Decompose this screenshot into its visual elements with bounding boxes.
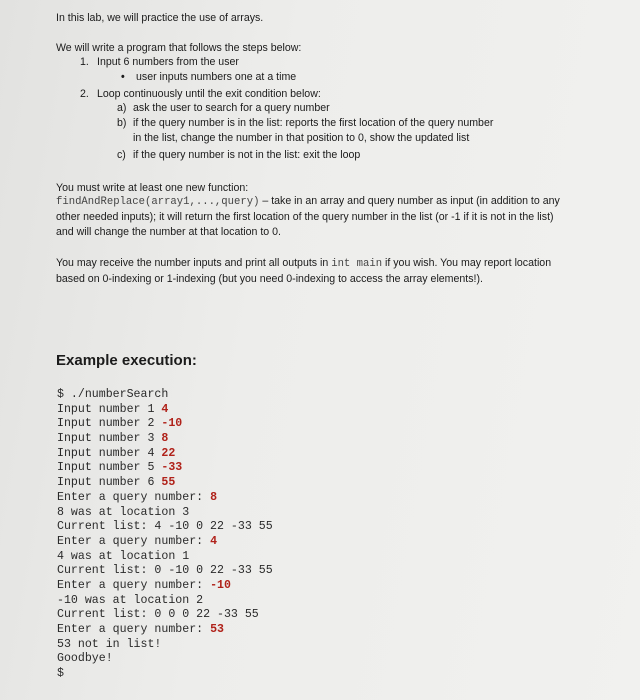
sub-step-b-continuation: in the list, change the number in that position to 0, show the updated list <box>133 132 470 144</box>
example-heading: Example execution: <box>56 352 197 369</box>
terminal-user-input: -10 <box>161 417 183 431</box>
intro-text: In this lab, we will practice the use of arrays. <box>56 12 264 24</box>
sub-step-a-text: ask the user to search for a query number <box>133 102 330 114</box>
main-code: int main <box>331 258 383 270</box>
sub-step-a <box>117 102 330 115</box>
step-1-bullet <box>121 71 296 84</box>
terminal-line <box>57 638 273 653</box>
terminal-line-text: Enter a query number: <box>57 490 211 504</box>
terminal-user-input: -33 <box>161 461 183 475</box>
terminal-line-text: 53 not in list! <box>57 637 162 651</box>
terminal-line-text: Goodbye! <box>57 652 113 666</box>
sub-step-c-text: if the query number is not in the list: exit the loop <box>133 149 361 161</box>
step-1-text: Input 6 numbers from the user <box>97 56 239 68</box>
terminal-line-text: Enter a query number: <box>57 578 211 592</box>
terminal-line <box>57 417 273 432</box>
terminal-line <box>57 608 273 623</box>
terminal-line-text: Current list: 0 -10 0 22 -33 55 <box>57 564 273 578</box>
terminal-user-input: 8 <box>161 432 169 446</box>
terminal-output <box>57 388 273 682</box>
terminal-line-text: Enter a query number: <box>57 534 211 548</box>
sub-step-b-letter: b) <box>117 117 127 129</box>
terminal-line <box>57 491 273 506</box>
terminal-line <box>57 550 273 565</box>
terminal-line <box>57 652 273 667</box>
step-2-number: 2. <box>80 88 89 100</box>
terminal-line <box>57 403 273 418</box>
main-paragraph-post: if you wish. You may report location based on 0-indexing or 1-indexing (but you need 0-indexing to access the array elements!). <box>56 257 552 285</box>
main-paragraph <box>56 256 571 287</box>
terminal-line-text: Current list: 4 -10 0 22 -33 55 <box>57 520 273 534</box>
terminal-line <box>57 667 273 682</box>
terminal-line-text: Current list: 0 0 0 22 -33 55 <box>57 608 259 622</box>
terminal-line-text: Input number 1 <box>57 402 162 416</box>
terminal-line <box>57 564 273 579</box>
terminal-line-text: Input number 2 <box>57 417 162 431</box>
terminal-user-input: -10 <box>210 578 231 592</box>
step-1-number: 1. <box>80 56 89 68</box>
step-2 <box>80 88 321 101</box>
terminal-line <box>57 432 273 447</box>
sub-step-c <box>117 149 360 162</box>
terminal-line <box>57 535 273 550</box>
sub-step-b-text: if the query number is in the list: reports the first location of the query number <box>133 117 494 129</box>
terminal-line <box>57 506 273 521</box>
terminal-user-input: 8 <box>210 490 218 504</box>
main-paragraph-pre: You may receive the number inputs and print all outputs in <box>56 257 332 269</box>
terminal-user-input: 55 <box>161 476 176 490</box>
function-signature: findAndReplace(array1,...,query) <box>56 196 260 208</box>
terminal-line <box>57 623 273 638</box>
terminal-line <box>57 447 273 462</box>
terminal-user-input: 4 <box>161 402 169 416</box>
terminal-line <box>57 476 273 491</box>
terminal-line-text: 4 was at location 1 <box>57 549 190 563</box>
terminal-line <box>57 520 273 535</box>
terminal-line-text: 8 was at location 3 <box>57 505 190 519</box>
terminal-line <box>57 579 273 594</box>
bullet-icon: • <box>121 71 125 83</box>
sub-step-c-letter: c) <box>117 149 126 161</box>
terminal-user-input: 53 <box>210 623 224 636</box>
terminal-line-text: Input number 6 <box>57 476 162 490</box>
terminal-line-text: -10 was at location 2 <box>57 593 204 607</box>
function-description <box>56 194 571 240</box>
terminal-line-text: Input number 3 <box>57 432 162 446</box>
step-2-text: Loop continuously until the exit condition below: <box>97 88 321 100</box>
terminal-line <box>57 388 273 403</box>
terminal-line-text: Input number 4 <box>57 446 162 460</box>
function-description-text: – take in an array and query number as input (in addition to any other needed inputs); it will return the first location of the query number in the list (or -1 if it is not in the list) and will change the number at that location to 0. <box>56 195 560 238</box>
sub-step-b <box>117 117 493 130</box>
steps-intro: We will write a program that follows the steps below: <box>56 42 302 54</box>
terminal-line <box>57 461 273 476</box>
terminal-line-text: $ ./numberSearch <box>57 388 169 401</box>
terminal-user-input: 22 <box>161 446 176 460</box>
sub-step-a-letter: a) <box>117 102 127 114</box>
function-intro: You must write at least one new function: <box>56 182 249 194</box>
terminal-user-input: 4 <box>210 534 218 548</box>
terminal-line-text: $ <box>57 667 64 681</box>
terminal-line-text: Enter a query number: <box>57 623 211 636</box>
terminal-line <box>57 594 273 609</box>
bullet-text: user inputs numbers one at a time <box>136 71 297 83</box>
step-1 <box>80 56 239 69</box>
terminal-line-text: Input number 5 <box>57 461 162 475</box>
